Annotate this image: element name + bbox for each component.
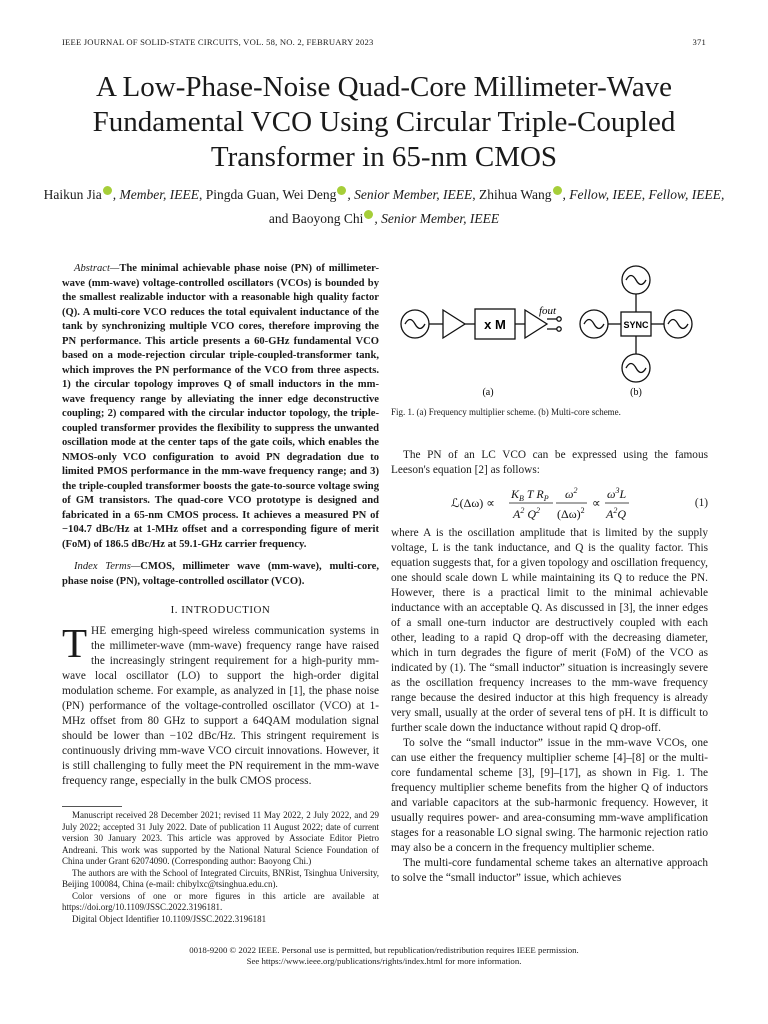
footnote-doi: Digital Object Identifier 10.1109/JSSC.2022.3196181	[72, 913, 267, 924]
orcid-icon[interactable]	[364, 210, 373, 219]
author-separator: ,	[641, 187, 646, 202]
subfigure-b-label: (b)	[630, 387, 642, 398]
index-terms-text: CMOS, millimeter wave (mm-wave), multi-core, phase noise (PN), voltage-controlled oscillator (VCO).	[62, 561, 379, 587]
orcid-icon[interactable]	[553, 186, 562, 195]
paragraph: To solve the “small inductor” issue in the mm-wave VCOs, one can use either the frequency multiplier scheme [4]–[8] or the multi-core fundamental scheme [3], [9]–[17], as shown in Fig. 1. The frequency multiplier scheme benefits from the higher Q of inductors and variable capacitors at the sub-harmonic frequency. However, it usually requires power- and area-consuming mm-wave amplification stages for a reasonable LO signal swing. The harmonic rejection ratio may also be a concern in the frequency multiplier scheme.	[391, 737, 708, 854]
svg-text:A2Q: $A^2Q$	[606, 506, 627, 521]
copyright-line: 0018-9200 © 2022 IEEE. Personal use is permitted, but republication/redistribution requires IEEE permission.	[189, 945, 579, 955]
paragraph: The multi-core fundamental scheme takes an alternative approach to solve the “small inductor” issue, which achieves	[391, 857, 708, 884]
paragraph: where A is the oscillation amplitude that is limited by the supply voltage, L is the tank inductance, and Q is the quality factor. This equation suggests that, for a given topology and oscillation frequency, one should scale down L while maintaining its Q to reduce the PN. However, there is a practical limit to the minimal achievable inductance with an acceptable Q. As discussed in [3], the inner edges of a small one-turn inductor are destructively coupled with each other, leading to a rapid Q drop-off with the decreasing diameter, which in turn degrades the figure of merit (FoM) of the VCO as indicated by (1). The “small inductor” situation is increasingly severe as the oscillation frequency increases to the mm-wave frequency range because the desired inductor at this high frequency is already very small, usually at the order of several tens of pH. It is difficult to further scale down the inductance without rapid Q drop-off.	[391, 527, 708, 734]
footnote-rule	[62, 806, 122, 807]
sine-icon	[405, 320, 425, 329]
author-role: Fellow, IEEE,	[648, 187, 725, 202]
footnote-affiliation: The authors are with the School of Integrated Circuits, BNRist, Tsinghua University, Beijing 100084, China (e-mail: chibylxc@tsinghua.edu.cn).	[62, 867, 379, 889]
sync-label: SYNC	[623, 320, 649, 330]
svg-text:ω3L: $\omega^3L$	[607, 486, 627, 501]
left-column	[62, 262, 379, 789]
footnotes	[62, 810, 379, 925]
equation-number: (1)	[694, 497, 708, 509]
footnote-manuscript: Manuscript received 28 December 2021; revised 11 May 2022, 2 July 2022, and 29 July 2022; accepted 31 July 2022. Date of publication 11 August 2022; date of current version 30 January 2023. This article was approved by Associate Editor Pietro Andreani. This work was supported by the National Natural Science Foundation of China under Grant 62074090. (Corresponding author: Baoyong Chi.)	[62, 810, 379, 866]
abstract-label: Abstract—	[74, 263, 120, 274]
intro-text: HE emerging high-speed wireless communication systems in the millimeter-wave (mm-wave) frequency range have raised the increasingly stringent requirement for a high-purity mm-wave local oscillator (LO) to support the high-order digital modulation scheme. For example, as analyzed in [1], the phase noise (PN) performance of the voltage-controlled oscillator (VCO) at 1-MHz offset from 80 GHz to support a 64QAM modulation signal should be lower than −102 dBc/Hz. This stringent requirement is continuously driving mm-wave VCO circuit innovations. However, it is still challenging to fully meet the PN requirement in the mm-wave frequency range, especially in the bulk CMOS process.	[62, 625, 379, 787]
section-heading: I. INTRODUCTION	[170, 604, 271, 616]
abstract	[62, 262, 379, 552]
orcid-icon[interactable]	[103, 186, 112, 195]
author-name: , Pingda Guan, Wei Deng	[198, 187, 337, 202]
svg-text:(Δω)2: $(\Delta\omega)^2$	[557, 506, 585, 521]
author-role: , Senior Member, IEEE	[374, 211, 500, 226]
index-terms	[62, 560, 379, 589]
svg-text:A2 Q2: $A^2$ $Q^2$	[513, 506, 541, 521]
orcid-icon[interactable]	[337, 186, 346, 195]
journal-header: IEEE JOURNAL OF SOLID-STATE CIRCUITS, VOL. 58, NO. 2, FEBRUARY 2023	[62, 37, 374, 47]
svg-text:∝: ∝	[592, 496, 601, 510]
index-terms-label: Index Terms—	[74, 561, 141, 572]
copyright-notice	[40, 945, 728, 967]
svg-text:ω2: $\omega^2$	[565, 486, 578, 501]
subfigure-a-label: (a)	[482, 387, 494, 398]
author-role: , Senior Member, IEEE	[347, 187, 473, 202]
equation-1	[391, 478, 708, 526]
figure-caption: Fig. 1. (a) Frequency multiplier scheme. (b) Multi-core scheme.	[391, 407, 621, 417]
fout-label: fout	[539, 305, 557, 317]
author-name: , Zhihua Wang	[472, 187, 552, 202]
author-name: Haikun Jia	[43, 187, 102, 202]
author-role: , Member, IEEE	[112, 187, 199, 202]
intro-paragraph	[62, 620, 379, 789]
drop-cap: T	[62, 620, 88, 666]
amplifier-icon	[443, 310, 465, 338]
page-number: 371	[692, 37, 706, 47]
right-column	[391, 448, 708, 886]
author-list	[40, 183, 728, 231]
author-name: and Baoyong Chi	[268, 211, 364, 226]
footnote-color: Color versions of one or more figures in this article are available at https://doi.org/10.1109/JSSC.2022.3196181.	[62, 890, 379, 912]
multiplier-label: x M	[484, 317, 506, 332]
paper-title: A Low-Phase-Noise Quad-Core Millimeter-Wave Fundamental VCO Using Circular Triple-Coupled Transformer in 65-nm CMOS	[92, 71, 676, 173]
paragraph: The PN of an LC VCO can be expressed using the famous Leeson's equation [2] as follows:	[391, 449, 708, 476]
svg-text:KB T RP: $K_B$ T $R_P$	[511, 487, 549, 503]
author-role: , Fellow, IEEE	[562, 187, 642, 202]
abstract-text: The minimal achievable phase noise (PN) of millimeter-wave (mm-wave) voltage-controlled oscillators (VCOs) is bounded by the smallest realizable inductor with a reasonable high quality factor (Q). A multi-core VCO reduces the total equivalent inductance of the tank by synchronizing multiple VCO cores, therefore improving the PN performance. This article presents a 60-GHz fundamental VCO based on a mode-rejection circular triple-coupled-transformer tank, which improves the PN performance of the VCO from three aspects. 1) the circular topology improves Q of small inductors in the mm-wave frequency range by alleviating the inner edge deconstructive coupling; 2) compared with the circular inductor topology, the triple-coupled transformer provides the flexibility to suppress the unwanted oscillation mode at the center taps of the gate coils, which enables the NMOS-only VCO configuration to avoid PN degradation due to limited PMOS performance in the mm-wave frequency range; and 3) the triple-coupled transformer boosts the gate-to-source voltage swing of GM transistors. The quad-core VCO prototype is designed and fabricated in a 65-nm CMOS process. It achieves a measured PN of −104.7 dBc/Hz at 1-MHz offset and a corresponding figure of merit (FoM) of 186.5 dBc/Hz at 59.1-GHz carrier frequency.	[62, 263, 379, 550]
figure-1	[391, 262, 708, 402]
rights-link[interactable]: See https://www.ieee.org/publications/rights/index.html for more information.	[246, 956, 522, 966]
equation-lhs: ℒ(Δω) ∝	[451, 496, 495, 510]
